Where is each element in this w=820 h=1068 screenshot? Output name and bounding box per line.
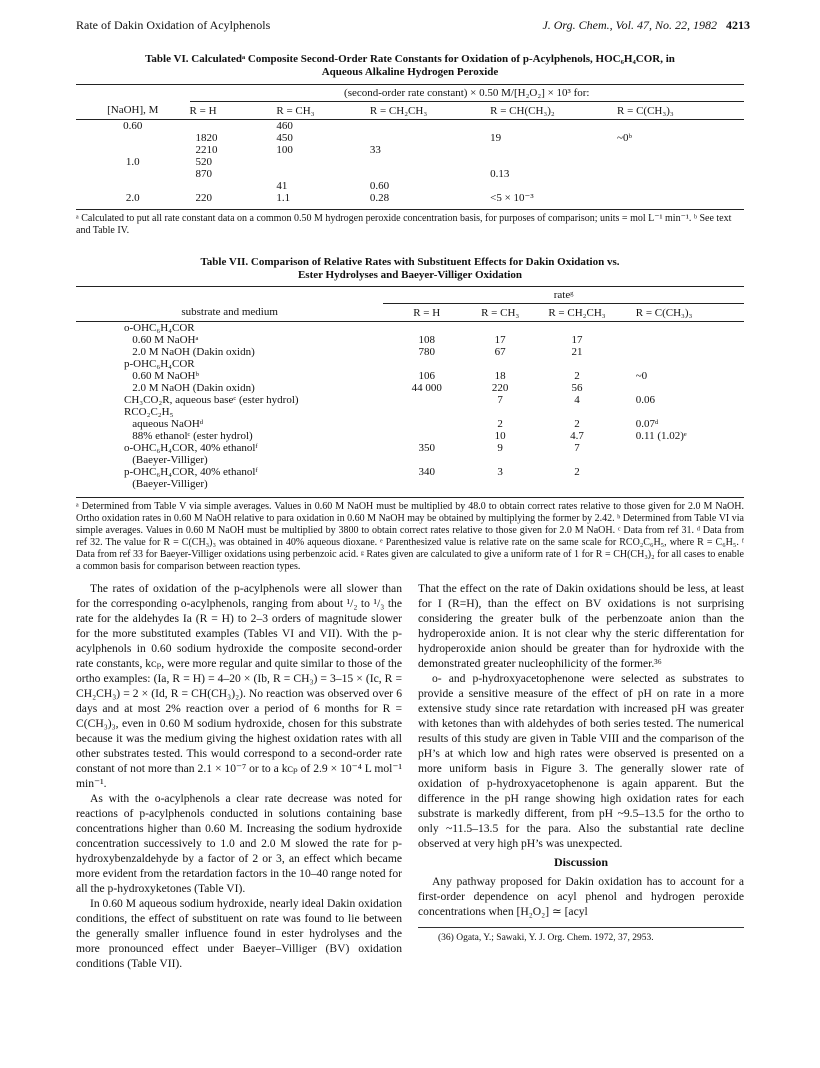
table7-cell — [624, 334, 744, 346]
table7-cell: 67 — [494, 346, 506, 358]
table6-cell: 1.0 — [125, 156, 140, 168]
table6-cell: 33 — [369, 144, 381, 156]
table6-cell: 0.60 — [123, 120, 143, 132]
table7-row — [76, 394, 744, 406]
table7-cell — [383, 478, 470, 490]
table7-caption-line1: Table VII. Comparison of Relative Rates with Substituent Effects for Dakin Oxidation vs. — [200, 256, 620, 268]
table7-cell: 106 — [418, 370, 435, 382]
table6-row — [76, 168, 744, 180]
body-paragraph: In 0.60 M aqueous sodium hydroxide, nearly ideal Dakin oxidation conditions, the effect of substituent on rate was found to lie between the generally smaller influence found in ester hydrolyses and the more pronounced effect under Baeyer–Villiger (BV) oxidation conditions (Table VII). — [76, 897, 403, 970]
table7-cell: 220 — [491, 382, 509, 394]
table6-cell — [617, 144, 744, 156]
table7-cell — [624, 322, 744, 335]
table6-cell: 520 — [195, 156, 213, 168]
table6-row — [76, 156, 744, 168]
table6-caption-line1: Table VI. Calculatedᵃ Composite Second-Order Rate Constants for Oxidation of p-Acylphenols, HOC₆H₄COR, in — [145, 53, 675, 65]
table6-cell — [370, 168, 490, 180]
table7-cell: 18 — [494, 370, 506, 382]
page-number: 4213 — [726, 18, 750, 32]
table7-col-ch2ch3: R = CH₂CH₃ — [530, 304, 624, 322]
table7-cell: 0.11 (1.02)ᵉ — [635, 430, 687, 442]
table7-row — [76, 322, 744, 335]
table7-cell: 10 — [494, 430, 506, 442]
table6-cell: <5 × 10⁻³ — [490, 192, 534, 204]
table6-cell: 0.13 — [490, 168, 510, 180]
table7-cell: p-OHC₆H₄COR, 40% ethanolᶠ — [124, 466, 258, 478]
table7-cell — [383, 358, 470, 370]
table7-col-h: R = H — [383, 304, 470, 322]
table6-cell: 0.60 — [369, 180, 390, 192]
table7-cell: 0.60 M NaOHᵇ — [124, 370, 199, 382]
table6-cell: ~0ᵇ — [617, 132, 632, 144]
table7-cell: 108 — [418, 334, 435, 346]
table7-cell: 340 — [418, 466, 435, 478]
table6-col-cch33: R = C(CH₃)₃ — [617, 102, 744, 120]
table6-cell: 0.28 — [369, 192, 390, 204]
body-paragraph: That the effect on the rate of Dakin oxidations should be less, at least for I (R=H), than the effect on BV oxidations is not surprising considering the greater bulk of the perbenzoate anion than the hydroperoxide anion. It is not clear why the steric differentation for hydroperoxide anion should be greater than for hydroxide with the demonstrated greater nucleophilicity of the former.³⁶ — [418, 582, 744, 670]
table6-cell — [370, 120, 490, 133]
table7-cell — [624, 454, 744, 466]
table6-caption-line2: Aqueous Alkaline Hydrogen Peroxide — [321, 66, 499, 78]
table7-cell: 350 — [418, 442, 435, 454]
table7-cell: RCO₂C₂H₅ — [124, 406, 174, 418]
table7-row — [76, 334, 744, 346]
table6-cell — [276, 156, 370, 168]
table7-cell: 21 — [571, 346, 583, 358]
table7-cell: o-OHC₆H₄COR, 40% ethanolᶠ — [124, 442, 258, 454]
table7-cell: 17 — [571, 334, 583, 346]
body-column-right — [418, 581, 744, 944]
table7-cell: 56 — [571, 382, 583, 394]
table7-cell: 0.06 — [635, 394, 655, 406]
table6-cell — [76, 180, 190, 192]
table7-row — [76, 466, 744, 478]
table6-cell — [190, 120, 277, 133]
table7-cell — [624, 358, 744, 370]
table7-cell: 0.07ᵈ — [635, 418, 659, 430]
table7-cell: 2 — [574, 418, 580, 430]
journal-citation — [542, 18, 750, 33]
table7-row — [76, 442, 744, 454]
table6-row — [76, 144, 744, 156]
table7 — [76, 289, 744, 490]
table7-cell — [383, 454, 470, 466]
table7-caption — [60, 256, 760, 282]
table7-cell: 2 — [574, 466, 580, 478]
table6-cell: 220 — [195, 192, 213, 204]
table7-cell: 88% ethanolᶜ (ester hydrol) — [124, 430, 253, 442]
table6-cell — [617, 120, 744, 133]
table7-row — [76, 358, 744, 370]
table6-cell: 450 — [276, 132, 293, 144]
table7-cell — [624, 346, 744, 358]
table6-caption — [60, 53, 760, 79]
table7-cell — [624, 382, 744, 394]
table7-cell: 3 — [497, 466, 503, 478]
table6-cell — [370, 156, 490, 168]
table7-cell: 4.7 — [570, 430, 584, 442]
table7-cell — [383, 322, 470, 335]
table6-cell — [190, 180, 277, 192]
table6-row — [76, 120, 744, 133]
table7-cell: 0.60 M NaOHᵃ — [124, 334, 199, 346]
table7-row — [76, 478, 744, 490]
table6-cell: 19 — [490, 132, 502, 144]
table6-footnote: ᵃ Calculated to put all rate constant data on a common 0.50 M hydrogen peroxide concentration basis, for purposes of comparison; units = mol L⁻¹ min⁻¹. ᵇ See text and Table IV. — [76, 213, 732, 236]
journal-name: J. Org. Chem., Vol. 47, No. 22, 1982 — [542, 18, 717, 32]
table7-bottom-rule — [76, 497, 744, 498]
table6-span-header: (second-order rate constant) × 0.50 M/[H₂O₂] × 10³ for: — [190, 87, 744, 102]
table7-top-rule — [76, 286, 744, 287]
table7-rate-header: rateᵍ — [383, 289, 744, 304]
table7-cell: p-OHC₆H₄COR — [124, 358, 195, 370]
table7-cell: 7 — [497, 394, 503, 406]
table7-cell: 2.0 M NaOH (Dakin oxidn) — [124, 346, 255, 358]
table6-cell — [490, 156, 617, 168]
table7-cell — [530, 358, 624, 370]
table6-col-h: R = H — [190, 102, 277, 120]
table7-cell — [383, 394, 470, 406]
table7-cell: 17 — [494, 334, 506, 346]
table7-col-ch3: R = CH₃ — [470, 304, 530, 322]
table7-cell — [530, 406, 624, 418]
table7-cell: 7 — [574, 442, 580, 454]
table7-cell — [470, 454, 530, 466]
table7-footnote: ᵃ Determined from Table V via simple averages. Values in 0.60 M NaOH must be multiplied by 48.0 to obtain correct rates relative to those given for 2.0 M NaOH. Ortho oxidation rates in 0.60 M NaOH relative to para oxidation in 0.60 M NaOH may be obtained by multiplying the former by 2.42. ᵇ Determined from Table VI via simple averages. Values in 0.60 M NaOH must be multiplied by 3800 to obtain correct rates relative to those given for 2.0 M NaOH. ᶜ Data from ref 31. ᵈ Data from ref 32. The value for R = C(CH₃)₃ was obtained in 40% aqueous dioxane. ᵉ Parenthesized value is relative rate on the same scale for RCO₂C₆H₅, where R = C₆H₅. ᶠ Data from ref 33 for Baeyer-Villiger oxidations using perbenzoic acid. ᵍ Rates given are calculated to give a uniform rate of 1 for R = CH(CH₃)₂ for all cases to enable a common basis for comparison between reaction types. — [76, 501, 744, 572]
table6-cell — [490, 180, 617, 192]
table6-row — [76, 192, 744, 204]
table6-cell — [370, 132, 490, 144]
table7-row — [76, 370, 744, 382]
table6-top-rule — [76, 84, 744, 85]
body-paragraph: The rates of oxidation of the p-acylphenols were all slower than for the corresponding o-acylphenols, ranging from about ¹/₂ to ¹/₃ the rate for the aldehydes Ia (R = H) to 2–3 orders of magnitude slower for the more substituted examples (Tables VI and VII). With the p-acylphenols in 0.60 sodium hydroxide the composite second-order rate constants, kᴄₚ, were more regular and quite similar to those of the ortho examples: (Ia, R = H) = 4–20 × (Ib, R = CH₃) = 3–15 × (Ic, R = CH₂CH₃) = 2 × (Id, R = CH(CH₃)₂). No reaction was observed over 6 days and at most 2% reaction over a period of 6 months for R = C(CH₃)₃, even in 0.60 M sodium hydroxide, chosen for this substrate because it was the medium giving the highest oxidation rates with all other substrates tested. This would correspond to a second-order rate constant of not more than 2.1 × 10⁻⁷ or to a kᴄₚ of 2.9 × 10⁻⁴ L mol⁻¹ min⁻¹. — [76, 582, 402, 790]
table6-cell — [76, 132, 190, 144]
table7-cell: 2 — [497, 418, 503, 430]
table7-cell — [383, 418, 470, 430]
body-column-left — [76, 581, 402, 971]
table7-cell: 44 000 — [411, 382, 442, 394]
body-paragraph: o- and p-hydroxyacetophenone were selected as substrates to provide a sensitive measure of the effect of pH on rate in a more extensive study since rate retardation with increased pH was greater with ketones than with aldehydes of both series tested. The numerical results of this study are given in Table VIII and the comparison of the pH’s at which low and high rates were observed is presented on a more uniform basis in Figure 3. The generally slower rate of oxidation of p-hydroxyacetophenone is again apparent. But the difference in the pH range showing high oxidation rates for each substrate is markedly different, from pH ~9.5–13.5 for the ortho to only ~11.5–13.5 for the para. Also the substantial rate decline observed at very high pH’s was unexpected. — [418, 672, 744, 850]
table6-col-chch32: R = CH(CH₃)₂ — [490, 102, 617, 120]
table7-cell: aqueous NaOHᵈ — [124, 418, 204, 430]
table6-cell — [490, 144, 617, 156]
table7-cell: o-OHC₆H₄COR — [124, 322, 195, 334]
table6-cell — [76, 168, 190, 180]
table7-cell — [470, 322, 530, 335]
table6-cell: 2210 — [195, 144, 218, 156]
table7-cell: 2.0 M NaOH (Dakin oxidn) — [124, 382, 255, 394]
table7-cell: ~0 — [635, 370, 648, 382]
table6-cell — [617, 156, 744, 168]
table7-cell: 9 — [497, 442, 503, 454]
table7-cell — [624, 466, 744, 478]
table6-col-ch3: R = CH₃ — [276, 102, 370, 120]
table6-cell — [76, 144, 190, 156]
table7-row — [76, 418, 744, 430]
table7-cell — [470, 478, 530, 490]
table7-row — [76, 346, 744, 358]
section-heading-discussion: Discussion — [553, 855, 609, 869]
table6 — [76, 87, 744, 204]
table6-row — [76, 180, 744, 192]
table6-col-ch2ch3: R = CH₂CH₃ — [370, 102, 490, 120]
running-title: Rate of Dakin Oxidation of Acylphenols — [76, 18, 271, 32]
table6-cell: 100 — [276, 144, 293, 156]
table7-cell: 780 — [418, 346, 435, 358]
table7-caption-line2: Ester Hydrolyses and Baeyer-Villiger Oxidation — [297, 269, 523, 281]
table7-cell: CH₃CO₂R, aqueous baseᶜ (ester hydrol) — [124, 394, 299, 406]
table7-row — [76, 406, 744, 418]
table6-cell: 870 — [195, 168, 213, 180]
table6-cell — [490, 120, 617, 133]
table7-cell — [470, 406, 530, 418]
table6-cell — [276, 168, 370, 180]
body-paragraph: As with the o-acylphenols a clear rate decrease was noted for reactions of p-acylphenols conducted in solutions containing base concentrations higher than 0.60 M. Increasing the sodium hydroxide concentration successively to 1.0 and 2.0 M slowed the rate for p-hydroxybenzaldehyde by a factor of 2 or 3, an effect which became more evident from the retardation factors in the 10–40 range noted for all the p-hydroxyketones (Table VI). — [76, 792, 402, 895]
table7-row — [76, 454, 744, 466]
table7-cell — [383, 430, 470, 442]
table7-cell — [530, 478, 624, 490]
table6-cell — [617, 168, 744, 180]
table6-col-naoh: [NaOH], M — [76, 102, 190, 120]
table7-cell — [624, 406, 744, 418]
table7-cell: (Baeyer-Villiger) — [124, 478, 208, 490]
table7-cell: (Baeyer-Villiger) — [124, 454, 208, 466]
table7-cell — [530, 322, 624, 335]
table7-row — [76, 382, 744, 394]
table6-cell: 1820 — [195, 132, 218, 144]
table6-bottom-rule — [76, 209, 744, 210]
table7-cell — [624, 442, 744, 454]
table7-cell — [530, 454, 624, 466]
table7-col-substrate: substrate and medium — [76, 304, 383, 322]
table6-cell: 41 — [276, 180, 288, 192]
table7-cell: 2 — [574, 370, 580, 382]
table6-cell: 1.1 — [276, 192, 291, 204]
table6-row — [76, 132, 744, 144]
table6-cell: 2.0 — [125, 192, 140, 204]
table6-cell: 460 — [276, 120, 293, 132]
table7-col-cch33: R = C(CH₃)₃ — [624, 304, 744, 322]
table6-cell — [617, 192, 744, 204]
reference-36: (36) Ogata, Y.; Sawaki, Y. J. Org. Chem. 1972, 37, 2953. — [418, 927, 744, 944]
discussion-paragraph: Any pathway proposed for Dakin oxidation has to account for a first-order dependence on acyl phenol and hydrogen peroxide concentrations when [H₂O₂] ≃ [acyl — [418, 875, 744, 918]
table6-cell — [617, 180, 744, 192]
table7-cell — [383, 406, 470, 418]
table7-cell — [470, 358, 530, 370]
table7-row — [76, 430, 744, 442]
table7-cell — [624, 478, 744, 490]
table7-cell: 4 — [574, 394, 580, 406]
